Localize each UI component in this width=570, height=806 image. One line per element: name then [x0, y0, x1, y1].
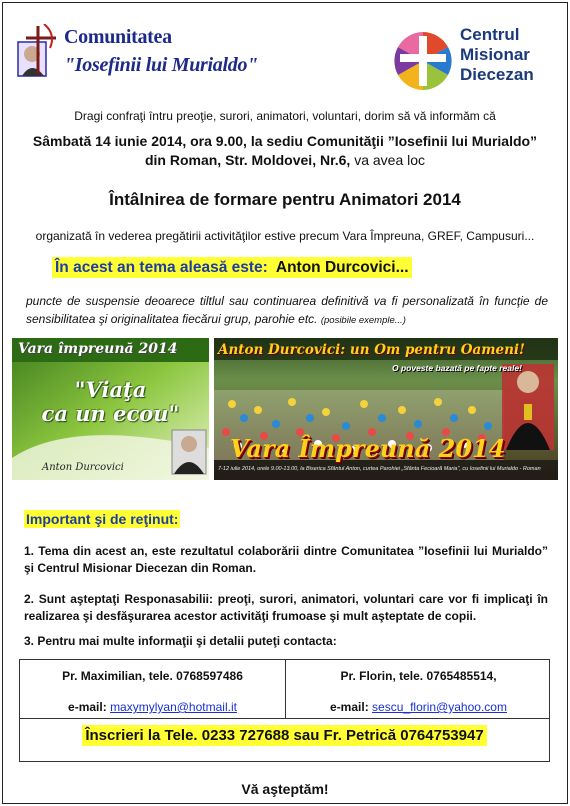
suspense-body: puncte de suspensie deoarece tiltlul sau continuarea definitivă va fi personalizată în funcţie de sensibilitatea şi originalitatea fiecărui grup, parohie etc. — [26, 294, 548, 326]
comunitatea-logo — [14, 16, 264, 96]
poster-right-title: Anton Durcovici: un Om pentru Oameni! — [218, 342, 525, 358]
contact-maximilian-name: Pr. Maximilian, tele. 0768597486 — [62, 669, 243, 683]
logo-text-centrul: Centrul — [460, 25, 520, 44]
maximilian-email-link[interactable]: maxymylyan@hotmail.it — [110, 700, 237, 714]
contact-florin-email-row — [286, 700, 551, 714]
point-3: 3. Pentru mai multe informaţii şi detalii puteţi contacta: — [24, 634, 337, 648]
announcement-rest: va avea loc — [350, 152, 426, 168]
poster-viata-ca-un-ecou — [12, 338, 209, 480]
registration-text: Înscrieri la Tele. 0233 727688 sau Fr. Petrică 0764753947 — [82, 725, 486, 746]
contact-divider-horizontal — [20, 718, 549, 719]
poster-left-header: Vara împreună 2014 — [18, 341, 178, 357]
quote-line-2: ca un ecou" — [41, 401, 180, 426]
email-label: e-mail: — [330, 700, 369, 714]
contact-florin-name: Pr. Florin, tele. 0765485514, — [340, 669, 497, 683]
theme-highlight — [52, 257, 412, 278]
contact-maximilian-email-row — [20, 700, 285, 714]
header — [14, 16, 554, 96]
announcement — [0, 132, 570, 170]
suspense-text — [26, 292, 548, 330]
murialdo-emblem-icon — [16, 24, 60, 80]
bishop-portrait-icon — [502, 364, 554, 450]
theme-label: În acest an tema aleasă este: — [55, 259, 268, 276]
poster-left-name: Anton Durcovici — [42, 462, 124, 473]
logo-line-1: Comunitatea — [64, 26, 172, 48]
logo-line-2: "Iosefinii lui Murialdo" — [64, 54, 258, 76]
centrul-misionar-logo — [392, 24, 552, 94]
point-1: 1. Tema din acest an, este rezultatul colaborării dintre Comunitatea ”Iosefinii lui Murialdo” şi Centrul Misionar Diecezan din Roman. — [24, 544, 548, 575]
mission-wheel-icon — [392, 30, 454, 92]
point-2: 2. Sunt aşteptaţi Responasabilii: preoţi, surori, animatori, voluntari care vor fi implicaţi în realizarea şi desfăşurarea acestor activităţi frumoase şi mult aşteptate de copii. — [24, 592, 548, 623]
important-heading: Important şi de reţinut: — [26, 511, 179, 527]
registration-row — [20, 727, 549, 745]
logo-text-misionar: Misionar — [460, 45, 530, 64]
organized-text: organizată în vederea pregătirii activităţilor estive precum Vara Împreuna, GREF, Campusuri... — [35, 229, 535, 243]
contact-table — [19, 659, 550, 762]
poster-anton-durcovici — [214, 338, 558, 480]
announcement-address: din Roman, Str. Moldovei, Nr.6, — [144, 152, 351, 168]
poster-right-banner: Vara Împreună 2014 — [230, 434, 506, 463]
poster-right-caption: 7-12 iulie 2014, orele 9.00-13.00, la Biserica Sfântul Anton, curtea Parohiei „Sfânta Fecioară Maria”, cu Iosefinii lui Murialdo - Roman — [218, 466, 541, 472]
priest-portrait-icon — [172, 430, 206, 474]
suspense-note: (posibile exemple...) — [320, 315, 406, 326]
announcement-line-1: Sâmbată 14 iunie 2014, ora 9.00, la sediu Comunităţii ”Iosefinii lui Murialdo” — [32, 133, 538, 149]
poster-right-subtitle: O poveste bazată pe fapte reale! — [392, 363, 522, 373]
florin-email-link[interactable]: sescu_florin@yahoo.com — [372, 700, 507, 714]
poster-left-quote — [12, 378, 209, 426]
email-label: e-mail: — [68, 700, 107, 714]
quote-line-1: "Viaţa — [74, 377, 147, 402]
theme-name: Anton Durcovici... — [275, 259, 409, 276]
theme-row — [52, 259, 412, 277]
important-row — [24, 511, 180, 529]
closing-text: Vă aşteptăm! — [241, 781, 329, 797]
logo-text-diecezan: Diecezan — [460, 65, 534, 84]
intro-text: Dragi confraţi întru preoţie, surori, animatori, voluntari, dorim să vă informăm că — [74, 109, 496, 123]
event-title: Întâlnirea de formare pentru Animatori 2014 — [109, 190, 461, 209]
